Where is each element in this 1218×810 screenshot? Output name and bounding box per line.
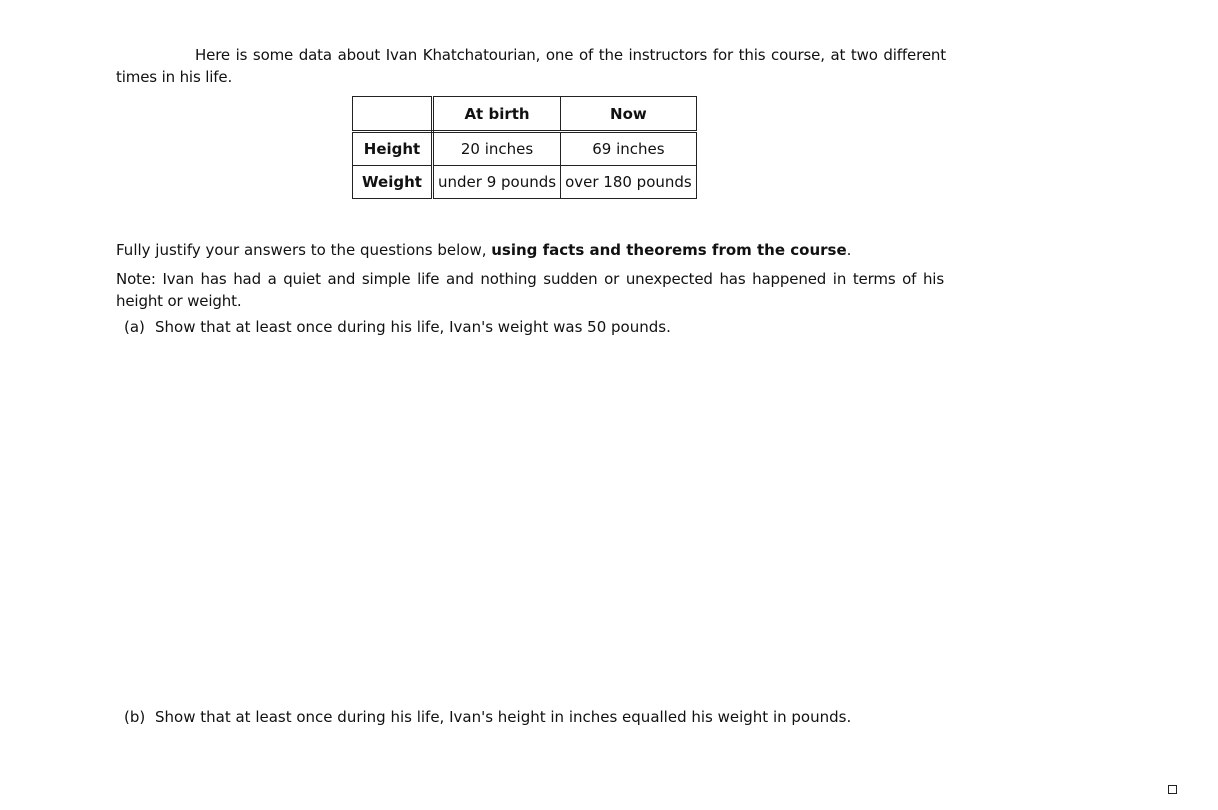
- cell-weight-at-birth: under 9 pounds: [433, 166, 561, 199]
- row-header-weight: Weight: [353, 166, 433, 199]
- question-a-text: Show that at least once during his life, Ivan's weight was 50 pounds.: [155, 318, 671, 336]
- question-b-label: (b): [124, 708, 146, 726]
- column-header-at-birth: At birth: [433, 97, 561, 132]
- cell-height-now: 69 inches: [561, 132, 697, 166]
- cell-weight-now: over 180 pounds: [561, 166, 697, 199]
- row-header-height: Height: [353, 132, 433, 166]
- cell-height-at-birth: 20 inches: [433, 132, 561, 166]
- question-b-text: Show that at least once during his life, Ivan's height in inches equalled his weight in pounds.: [155, 708, 852, 726]
- instructions-paragraph: [116, 239, 851, 261]
- intro-paragraph: Here is some data about Ivan Khatchatourian, one of the instructors for this course, at two different times in his life.: [116, 46, 946, 86]
- instructions-suffix: .: [846, 241, 852, 259]
- question-a: [124, 316, 671, 338]
- instructions-prefix: Fully justify your answers to the questions below,: [116, 241, 492, 259]
- end-of-page-square-icon: [1168, 785, 1177, 794]
- question-a-label: (a): [124, 318, 145, 336]
- table-row-height: [353, 132, 697, 166]
- height-weight-table: [352, 96, 697, 199]
- column-header-now: Now: [561, 97, 697, 132]
- instructions-emphasis: using facts and theorems from the course: [491, 241, 847, 259]
- note-paragraph: Note: Ivan has had a quiet and simple life and nothing sudden or unexpected has happened in terms of his height or weight.: [116, 270, 944, 310]
- question-b: [124, 706, 851, 728]
- table-corner-cell: [353, 97, 433, 132]
- table-row-weight: [353, 166, 697, 199]
- table-header-row: [353, 97, 697, 132]
